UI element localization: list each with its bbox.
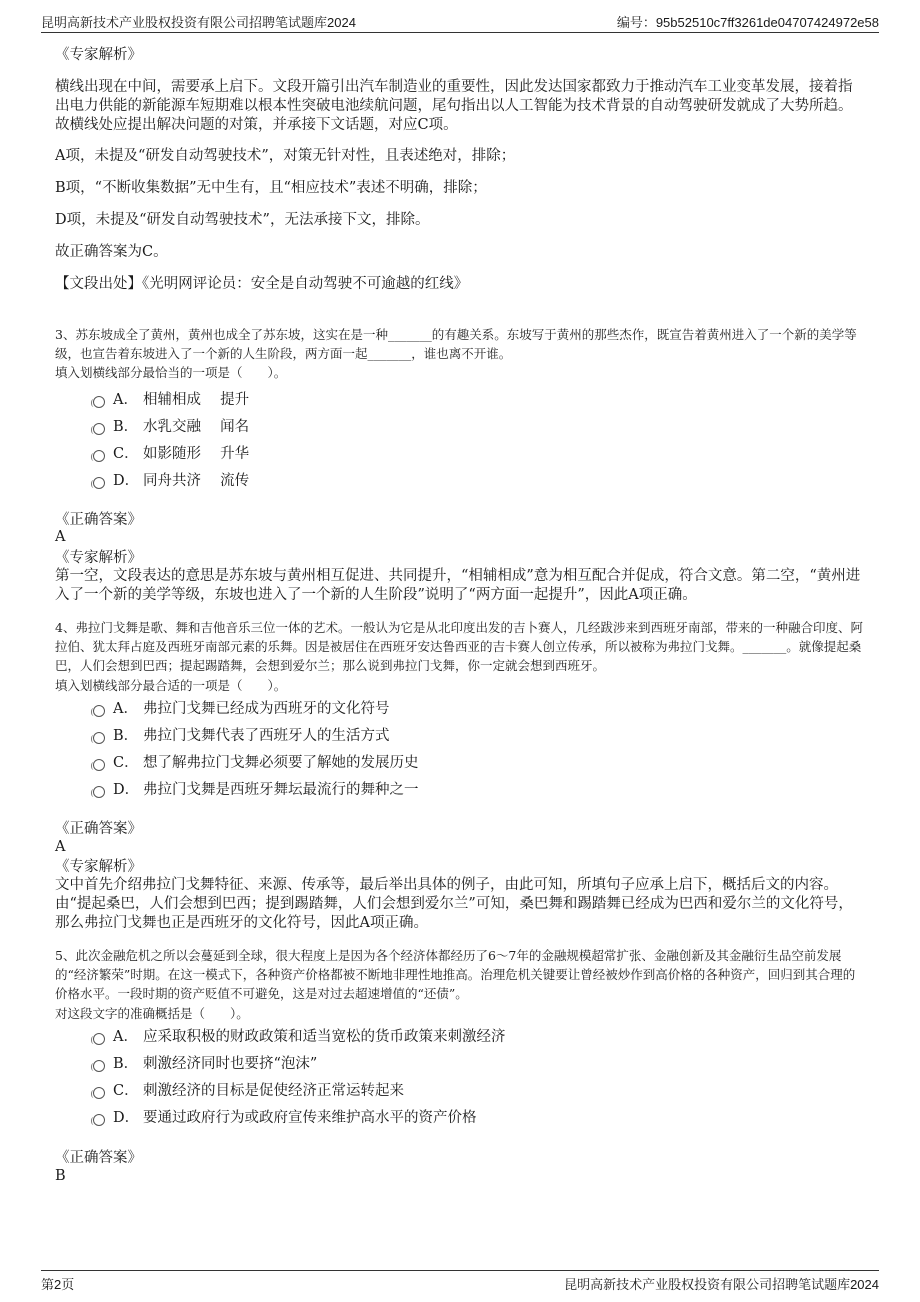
question-3-option-a[interactable]: A． 相辅相成 提升 <box>93 388 249 408</box>
question-3-option-b[interactable]: B． 水乳交融 闻名 <box>93 415 249 435</box>
question-4-option-c[interactable]: C． 想了解弗拉门戈舞必须要了解她的发展历史 <box>93 751 419 771</box>
answer-label: 《正确答案》 <box>55 1150 142 1166</box>
analysis-label: 《专家解析》 <box>55 859 142 875</box>
radio-icon[interactable] <box>93 396 105 408</box>
question-3-option-d[interactable]: D． 同舟共济 流传 <box>93 469 249 489</box>
analysis-option-d: D项，未提及“研发自动驾驶技术”，无法承接下文，排除。 <box>55 212 430 228</box>
answer-label: 《正确答案》 <box>55 512 142 528</box>
page-header <box>41 10 879 33</box>
footer-title: 昆明高新技术产业股权投资有限公司招聘笔试题库2024 <box>564 1277 879 1292</box>
radio-icon[interactable] <box>93 1087 105 1099</box>
question-5-prompt: 对这段文字的准确概括是（ ）。 <box>55 1006 249 1021</box>
question-4-option-d[interactable]: D． 弗拉门戈舞是西班牙舞坛最流行的舞种之一 <box>93 778 419 798</box>
radio-icon[interactable] <box>93 705 105 717</box>
radio-icon[interactable] <box>93 1060 105 1072</box>
radio-icon[interactable] <box>93 450 105 462</box>
radio-icon[interactable] <box>93 1114 105 1126</box>
question-5-option-c[interactable]: C． 刺激经济的目标是促使经济正常运转起来 <box>93 1079 404 1099</box>
radio-icon[interactable] <box>93 477 105 489</box>
answer-value: A <box>55 529 66 545</box>
analysis-label: 《专家解析》 <box>55 550 142 566</box>
analysis-label: 《专家解析》 <box>55 47 142 63</box>
radio-icon[interactable] <box>93 759 105 771</box>
analysis-paragraph: 第一空，文段表达的意思是苏东坡与黄州相互促进、共同提升，“相辅相成”意为相互配合并促成，符合文意。第二空，“黄州进入了一个新的美学等级，东坡也进入了一个新的人生阶段”说明了“两方面一起提升”，因此A项正确。 <box>55 568 861 603</box>
question-4-option-a[interactable]: A． 弗拉门戈舞已经成为西班牙的文化符号 <box>93 697 390 717</box>
header-title: 昆明高新技术产业股权投资有限公司招聘笔试题库2024 <box>41 15 356 30</box>
question-3-stem: 3、苏东坡成全了黄州，黄州也成全了苏东坡，这实在是一种_______的有趣关系。东坡写于黄州的那些杰作，既宣告着黄州进入了一个新的美学等级，也宣告着东坡进入了一个新的人生阶段，两方面一起_______，谁也离不开谁。 <box>55 327 857 361</box>
question-4-stem: 4、弗拉门戈舞是歌、舞和吉他音乐三位一体的艺术。一般认为它是从北印度出发的吉卜赛人，几经跋涉来到西班牙南部，带来的一种融合印度、阿拉伯、犹太拜占庭及西班牙南部元素的乐舞。因是被居住在西班牙安达鲁西亚的吉卡赛人创立传承，所以被称为弗拉门戈舞。_______。就像提起桑巴，人们会想到巴西；提起踢踏舞，会想到爱尔兰；那么说到弗拉门戈舞，你一定就会想到西班牙。 <box>55 620 863 673</box>
question-5-option-d[interactable]: D． 要通过政府行为或政府宣传来维护高水平的资产价格 <box>93 1106 477 1126</box>
page-footer <box>41 1270 879 1293</box>
analysis-option-a: A项，未提及“研发自动驾驶技术”，对策无针对性，且表述绝对，排除； <box>55 148 516 164</box>
question-5-option-a[interactable]: A． 应采取积极的财政政策和适当宽松的货币政策来刺激经济 <box>93 1025 506 1045</box>
analysis-conclusion: 故正确答案为C。 <box>55 244 168 260</box>
radio-icon[interactable] <box>93 1033 105 1045</box>
radio-icon[interactable] <box>93 732 105 744</box>
question-3-option-c[interactable]: C． 如影随形 升华 <box>93 442 249 462</box>
answer-value: B <box>55 1168 66 1184</box>
header-serial: 编号：95b52510c7ff3261de04707424972e58 <box>616 15 879 30</box>
page-number: 第2页 <box>41 1277 75 1292</box>
source-citation: 【文段出处】《光明网评论员：安全是自动驾驶不可逾越的红线》 <box>55 276 469 292</box>
question-4-option-b[interactable]: B． 弗拉门戈舞代表了西班牙人的生活方式 <box>93 724 390 744</box>
question-4-prompt: 填入划横线部分最合适的一项是（ ）。 <box>55 678 287 693</box>
analysis-paragraph: 横线出现在中间，需要承上启下。文段开篇引出汽车制造业的重要性，因此发达国家都致力于推动汽车工业变革发展，接着指出电力供能的新能源车短期难以根本性突破电池续航问题，尾句指出以人工智能为技术背景的自动驾驶研发就成了大势所趋。故横线处应提出解决问题的对策，并承接下文话题，对应C项。 <box>55 79 853 133</box>
radio-icon[interactable] <box>93 786 105 798</box>
analysis-option-b: B项，“不断收集数据”无中生有，且“相应技术”表述不明确，排除； <box>55 180 487 196</box>
question-5-option-b[interactable]: B． 刺激经济同时也要挤“泡沫” <box>93 1052 317 1072</box>
answer-value: A <box>55 839 66 855</box>
answer-label: 《正确答案》 <box>55 821 142 837</box>
question-5-stem: 5、此次金融危机之所以会蔓延到全球，很大程度上是因为各个经济体都经历了6～7年的金融规模超常扩张、金融创新及其金融衍生品空前发展的“经济繁荣”时期。在这一模式下，各种资产价格都被不断地非理性地推高。治理危机关键要让曾经被炒作到高价格的各种资产，回归到其合理的价格水平。一段时期的资产贬值不可避免，这是对过去超速增值的“还债”。 <box>55 948 856 1001</box>
radio-icon[interactable] <box>93 423 105 435</box>
question-3-prompt: 填入划横线部分最恰当的一项是（ ）。 <box>55 365 287 380</box>
analysis-paragraph: 文中首先介绍弗拉门戈舞特征、来源、传承等，最后举出具体的例子，由此可知，所填句子应承上启下，概括后文的内容。由“提起桑巴，人们会想到巴西；提到踢踏舞，人们会想到爱尔兰”可知，桑巴舞和踢踏舞已经成为巴西和爱尔兰的文化符号，那么弗拉门戈舞也正是西班牙的文化符号，因此A项正确。 <box>55 877 853 931</box>
